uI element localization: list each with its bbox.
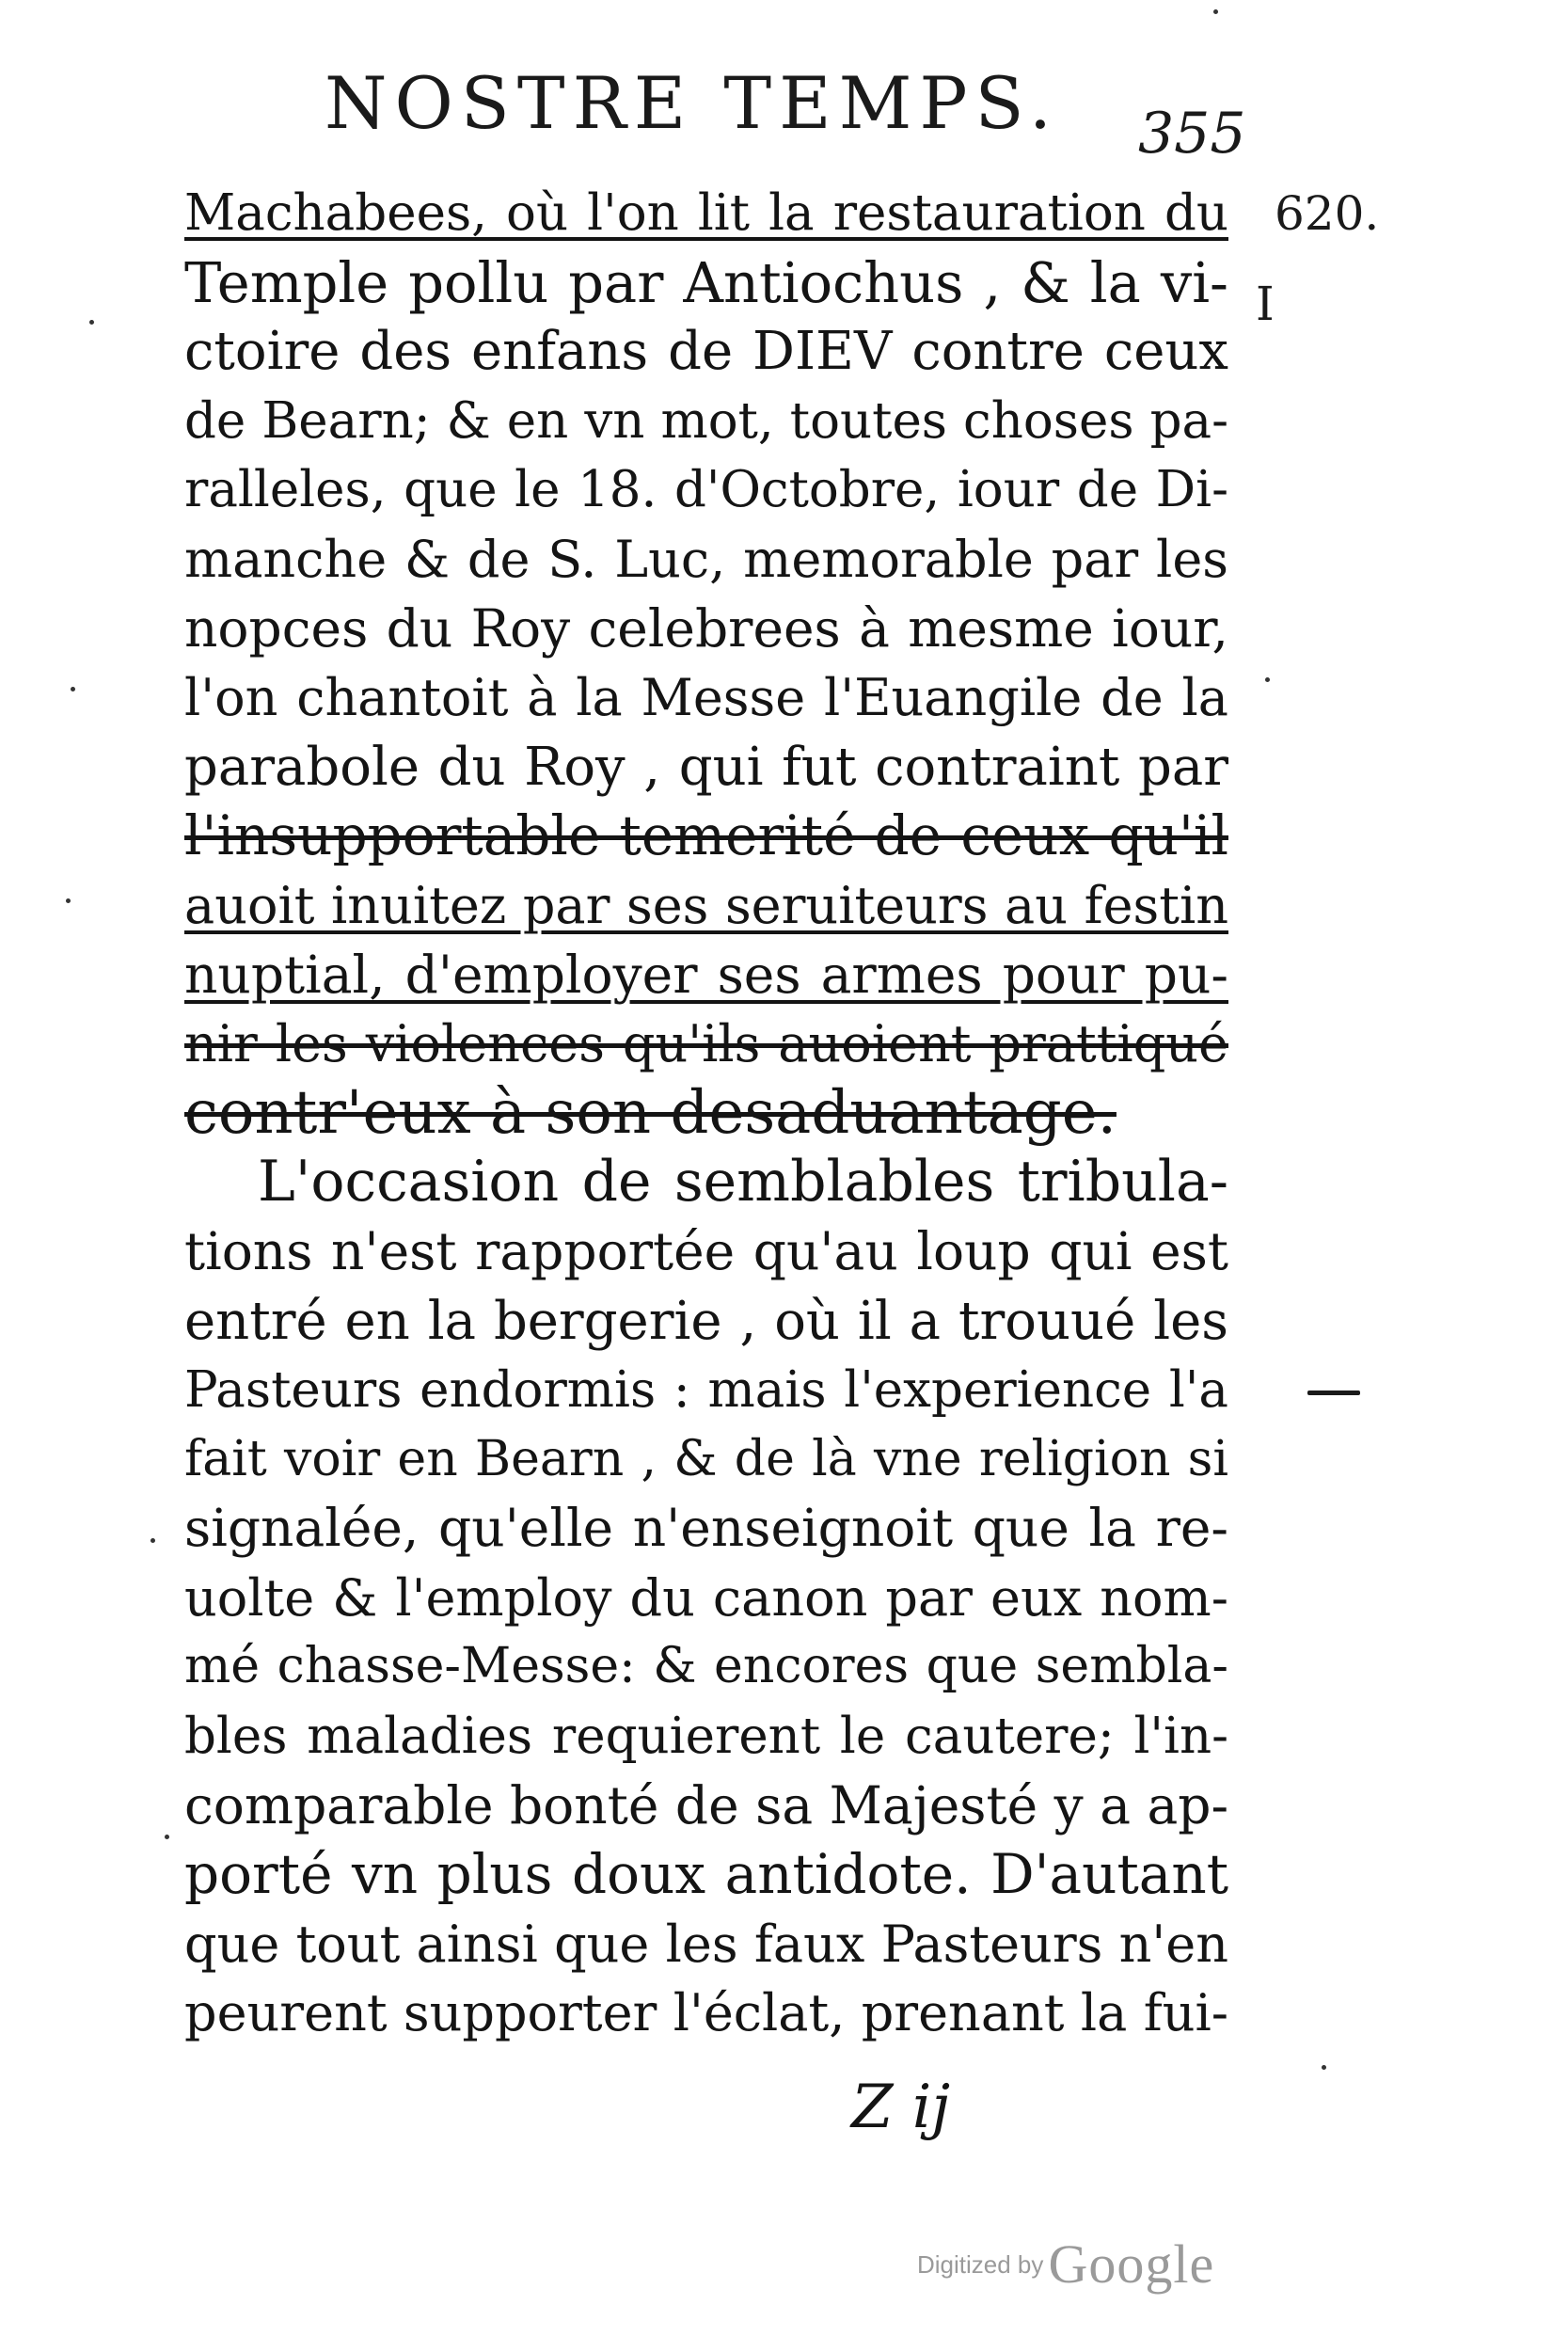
margin-dash-mark [1307,1391,1360,1395]
digitization-watermark [917,2233,1215,2295]
text-line: parabole du Roy , qui fut contraint par [184,736,1228,798]
paragraph-first-line: L'occasion de semblables tribula- [258,1149,1228,1216]
text-line: Machabees, où l'on lit la restauration du [184,184,1228,242]
text-line: l'on chantoit à la Messe l'Euangile de la [184,668,1228,728]
running-title: NOSTRE TEMPS. [325,61,1060,145]
ink-speck [1265,677,1270,682]
text-line-struck: nir les violences qu'ils auoient prattiqué [184,1014,1228,1074]
ink-speck [1213,9,1218,14]
text-line: tions n'est rapportée qu'au loup qui est [184,1220,1228,1281]
text-line: fait voir en Bearn , & de là vne religion si [184,1430,1228,1487]
body-text [184,179,1228,2048]
text-line: que tout ainsi que les faux Pasteurs n'en [184,1914,1228,1974]
text-line: signalée, qu'elle n'enseignoit que la re- [184,1498,1228,1559]
text-line: bles maladies requierent le cautere; l'in- [184,1708,1228,1766]
text-line: de Bearn; & en vn mot, toutes choses pa- [184,391,1228,450]
signature-mark: Z ij [851,2073,951,2142]
text-line: ctoire des enfans de DIEV contre ceux [184,321,1228,383]
text-line: Pasteurs endormis : mais l'experience l'a [184,1361,1228,1420]
ink-speck [66,898,71,903]
ink-speck [71,687,75,691]
text-line: porté vn plus doux antidote. D'autant [184,1842,1228,1907]
text-line: comparable bonté de sa Majesté y a ap- [184,1774,1228,1836]
page-number: 355 [1138,101,1246,167]
text-line-struck: l'insupportable temerité de ceux qu'il [184,803,1228,868]
watermark-prefix: Digitized by [917,2250,1044,2279]
ink-speck [1322,2065,1326,2070]
margin-roman-note: I [1256,277,1275,331]
text-line: entré en la bergerie , où il a trouué les [184,1290,1228,1352]
text-line: manche & de S. Luc, memorable par les [184,529,1228,589]
margin-year-note: 620. [1275,186,1380,241]
ink-speck [150,1538,155,1543]
text-line: Temple pollu par Antiochus , & la vi- [184,249,1228,315]
ink-speck [165,1835,169,1839]
text-line: peurent supporter l'éclat, prenant la fui- [184,1983,1228,2043]
text-line: mé chasse-Messe: & encores que sembla- [184,1638,1228,1695]
text-line-underlined: nuptial, d'employer ses armes pour pu- [184,944,1228,1005]
text-line-struck: contr'eux à son desaduantage. [184,1078,1117,1148]
text-line: ralleles, que le 18. d'Octobre, iour de Di- [184,461,1228,519]
text-line: uolte & l'employ du canon par eux nom- [184,1567,1228,1628]
watermark-brand: Google [1048,2233,1215,2295]
ink-speck [89,320,94,325]
text-line-underlined: auoit inuitez par ses seruiteurs au festin [184,875,1228,935]
text-line: nopces du Roy celebrees à mesme iour, [184,597,1228,659]
